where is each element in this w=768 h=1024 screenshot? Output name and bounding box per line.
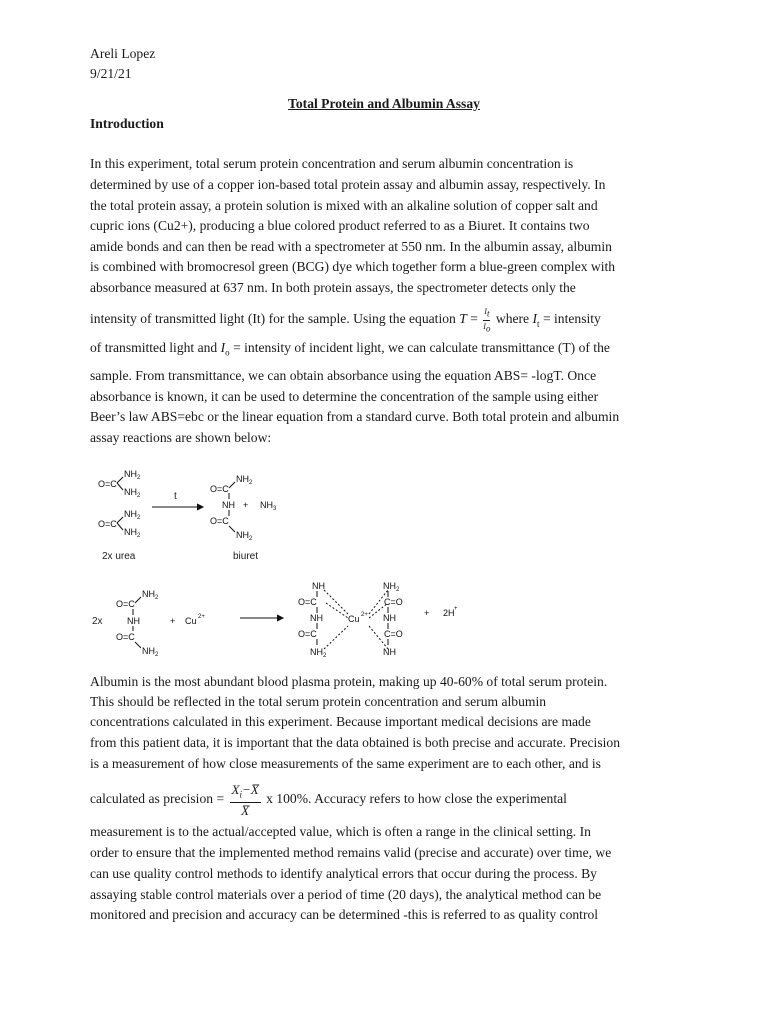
- paragraph-line: is a measurement of how close measurements of the same experiment are to each other, and is: [90, 756, 601, 771]
- document-date: 9/21/21: [90, 66, 132, 81]
- svg-text:NH: NH: [127, 616, 140, 626]
- svg-text:NH: NH: [383, 581, 396, 591]
- paragraph-line: absorbance measured at 637 nm. In both protein assays, the spectrometer detects only the: [90, 280, 576, 295]
- paragraph-line: sample. From transmittance, we can obtain absorbance using the equation ABS= -logT. Once: [90, 368, 597, 383]
- svg-text:+: +: [243, 500, 249, 510]
- paragraph-line: assay reactions are shown below:: [90, 430, 272, 445]
- paragraph-line: absorbance is known, it can be used to determine the concentration of the sample using either: [90, 389, 599, 404]
- paragraph-line: assaying stable control materials over a period of time (20 days), the analytical method can be: [90, 887, 602, 902]
- paragraph-line: concentrations calculated in this experiment. Because important medical decisions are made: [90, 714, 591, 729]
- transmittance-equation-line: intensity of transmitted light (It) for the sample. Using the equation T = $\frac{I_t}{I_o}$ where $I_t$ = intensity: [90, 307, 601, 334]
- reaction-scheme-figure: [88, 466, 488, 662]
- svg-text:O=C: O=C: [116, 599, 135, 609]
- svg-text:NH: NH: [260, 500, 273, 510]
- svg-text:O=C: O=C: [116, 632, 135, 642]
- svg-text:NH: NH: [222, 500, 235, 510]
- urea-label: 2x urea: [102, 551, 136, 562]
- svg-text:O=C: O=C: [210, 484, 229, 494]
- svg-text:NH: NH: [124, 487, 137, 497]
- svg-text:NH: NH: [310, 613, 323, 623]
- svg-text:NH: NH: [383, 613, 396, 623]
- copper-ion: Cu: [185, 616, 197, 626]
- svg-text:2: 2: [137, 515, 141, 521]
- svg-text:O=C: O=C: [298, 629, 317, 639]
- svg-text:+: +: [170, 616, 176, 626]
- svg-text:2+: 2+: [361, 612, 368, 618]
- paragraph-line: measurement is to the actual/accepted value, which is often a range in the clinical setting. In: [90, 824, 591, 839]
- biuret-label: biuret: [233, 551, 259, 562]
- svg-text:NH: NH: [236, 530, 249, 540]
- svg-text:NH: NH: [312, 581, 325, 591]
- svg-text:NH: NH: [236, 474, 249, 484]
- paragraph-line: cupric ions (Cu2+), producing a blue colored product referred to as a Biuret. It contains two: [90, 218, 590, 233]
- svg-text:O=C: O=C: [210, 516, 229, 526]
- svg-text:NH: NH: [383, 647, 396, 657]
- variable-t: T: [459, 311, 467, 327]
- copper-biuret-complex: [298, 581, 403, 659]
- stoichiometry-label: 2x: [92, 616, 103, 627]
- paragraph-line: can use quality control methods to identify analytical errors that occur during the process. By: [90, 866, 597, 881]
- svg-text:O=C: O=C: [298, 597, 317, 607]
- svg-text:NH: NH: [142, 589, 155, 599]
- precision-equation-line: calculated as precision = $\frac{X_i-X̅}{X̅}$ x 100%. Accuracy refers to how close the experimental: [90, 781, 567, 819]
- paragraph-line: Albumin is the most abundant blood plasma protein, making up 40-60% of total serum protein.: [90, 674, 608, 689]
- svg-text:2: 2: [137, 493, 141, 499]
- paragraph-line: order to ensure that the implemented method remains valid (precise and accurate) over time, we: [90, 845, 612, 860]
- svg-text:O=C: O=C: [98, 519, 117, 529]
- paragraph-line: This should be reflected in the total serum protein concentration and serum albumin: [90, 694, 547, 709]
- svg-text:NH: NH: [124, 527, 137, 537]
- urea-molecule: [98, 469, 141, 499]
- paragraph-line: monitored and precision and accuracy can be determined -this is referred to as quality control: [90, 907, 599, 922]
- svg-text:C=O: C=O: [384, 597, 403, 607]
- svg-text:2: 2: [249, 536, 253, 542]
- paragraph-line: the total protein assay, a protein solution is mixed with an alkaline solution of copper salt and: [90, 198, 598, 213]
- svg-text:+: +: [454, 606, 458, 612]
- biuret-molecule: [116, 589, 159, 658]
- document-title: Total Protein and Albumin Assay: [288, 96, 480, 111]
- svg-text:C=O: C=O: [384, 629, 403, 639]
- urea-molecule: [98, 509, 141, 539]
- svg-text:2: 2: [323, 653, 327, 659]
- heat-label: t: [174, 491, 177, 502]
- precision-fraction: $\frac{X_i-X̅}{X̅}$: [231, 781, 259, 819]
- svg-text:Cu: Cu: [348, 614, 360, 624]
- reaction-arrow: [152, 504, 203, 510]
- svg-text:2+: 2+: [198, 614, 205, 620]
- incident-light-line: of transmitted light and $I_o$ = intensity of incident light, we can calculate transmittance (T) of the: [90, 340, 610, 358]
- svg-text:NH: NH: [124, 509, 137, 519]
- svg-text:NH: NH: [142, 646, 155, 656]
- paragraph-line: Beer’s law ABS=ebc or the linear equation from a standard curve. Both total protein and albumin: [90, 409, 620, 424]
- svg-text:NH: NH: [310, 647, 323, 657]
- svg-text:+: +: [424, 608, 430, 618]
- hydrogen-ion-product: 2H: [443, 608, 455, 618]
- svg-text:2: 2: [249, 480, 253, 486]
- transmittance-fraction: $\frac{I_t}{I_o}$: [483, 307, 491, 334]
- svg-text:O=C: O=C: [98, 479, 117, 489]
- paragraph-line: is combined with bromocresol green (BCG) dye which together form a blue-green complex with: [90, 259, 616, 274]
- svg-text:2: 2: [155, 595, 159, 601]
- paragraph-line: amide bonds and can then be read with a spectrometer at 550 nm. In the albumin assay, albumin: [90, 239, 612, 254]
- author-name: Areli Lopez: [90, 46, 156, 61]
- reaction-arrow: [240, 615, 283, 621]
- svg-text:2: 2: [137, 475, 141, 481]
- svg-text:2: 2: [137, 533, 141, 539]
- svg-text:2: 2: [155, 652, 159, 658]
- paragraph-line: from this patient data, it is important that the data obtained is both precise and accurate. Precision: [90, 735, 620, 750]
- svg-text:NH: NH: [124, 469, 137, 479]
- paragraph-line: In this experiment, total serum protein concentration and serum albumin concentration is: [90, 156, 574, 171]
- svg-text:2: 2: [396, 587, 400, 593]
- biuret-molecule: [210, 474, 277, 542]
- svg-text:3: 3: [273, 506, 277, 512]
- section-heading-introduction: Introduction: [90, 116, 164, 131]
- paragraph-line: determined by use of a copper ion-based total protein assay and albumin assay, respectively. In: [90, 177, 606, 192]
